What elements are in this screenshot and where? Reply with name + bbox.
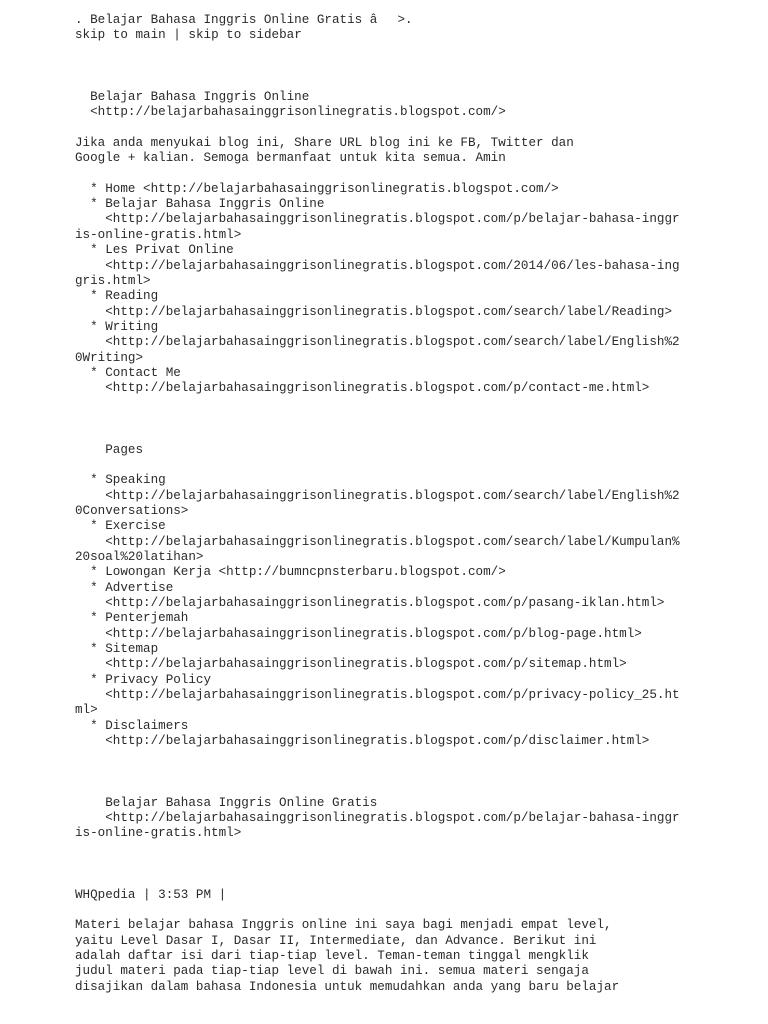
- pages-item-exercise-url-cont[interactable]: 20soal%20latihan>: [75, 550, 204, 565]
- pages-item-penterjemah[interactable]: * Penterjemah: [75, 611, 189, 626]
- skip-separator: |: [165, 28, 189, 43]
- pages-item-advertise-url[interactable]: <http://belajarbahasainggrisonlinegratis.blogspot.com/p/pasang-iklan.html>: [75, 596, 665, 611]
- pages-item-disclaimers-url[interactable]: <http://belajarbahasainggrisonlinegratis.blogspot.com/p/disclaimer.html>: [75, 734, 650, 749]
- pages-item-speaking-url[interactable]: <http://belajarbahasainggrisonlinegratis.blogspot.com/search/label/English%2: [75, 488, 680, 503]
- post-body-line: yaitu Level Dasar I, Dasar II, Intermediate, dan Advance. Berikut ini: [75, 933, 597, 948]
- nav-item-writing-url[interactable]: <http://belajarbahasainggrisonlinegratis.blogspot.com/search/label/English%2: [75, 335, 680, 350]
- pages-item-exercise[interactable]: * Exercise: [75, 519, 166, 534]
- skip-to-main-link[interactable]: skip to main: [75, 28, 166, 43]
- skip-links: [75, 28, 755, 43]
- pages-item-privacy-url-cont[interactable]: ml>: [75, 703, 98, 718]
- skip-to-sidebar-link[interactable]: skip to sidebar: [188, 28, 302, 43]
- pages-item-lowongan[interactable]: * Lowongan Kerja <http://bumncpnsterbaru.blogspot.com/>: [75, 565, 506, 580]
- nav-item-les-privat-url-cont[interactable]: gris.html>: [75, 273, 151, 288]
- pages-item-exercise-url[interactable]: <http://belajarbahasainggrisonlinegratis.blogspot.com/search/label/Kumpulan%: [75, 534, 680, 549]
- pages-menu: [75, 473, 755, 749]
- nav-item-writing-url-cont[interactable]: 0Writing>: [75, 350, 144, 365]
- intro-line: Jika anda menyukai blog ini, Share URL blog ini ke FB, Twitter dan: [75, 135, 574, 150]
- nav-item-belajar-url[interactable]: <http://belajarbahasainggrisonlinegratis.blogspot.com/p/belajar-bahasa-inggr: [75, 212, 680, 227]
- post-body-line: judul materi pada tiap-tiap level di bawah ini. semua materi sengaja: [75, 964, 589, 979]
- post-body-line: Materi belajar bahasa Inggris online ini saya bagi menjadi empat level,: [75, 918, 612, 933]
- post-title-link[interactable]: Belajar Bahasa Inggris Online Gratis: [75, 795, 378, 810]
- pages-item-privacy[interactable]: * Privacy Policy: [75, 672, 212, 687]
- post-body: [75, 918, 755, 995]
- intro-line: Google + kalian. Semoga bermanfaat untuk kita semua. Amin: [75, 151, 506, 166]
- pages-item-penterjemah-url[interactable]: <http://belajarbahasainggrisonlinegratis.blogspot.com/p/blog-page.html>: [75, 626, 642, 641]
- nav-item-les-privat-url[interactable]: <http://belajarbahasainggrisonlinegratis.blogspot.com/2014/06/les-bahasa-ing: [75, 258, 680, 273]
- post-body-line: adalah daftar isi dari tiap-tiap level. Teman-teman tinggal mengklik: [75, 948, 589, 963]
- nav-item-writing[interactable]: * Writing: [75, 319, 159, 334]
- page-title: . Belajar Bahasa Inggris Online Gratis â>.: [75, 13, 413, 27]
- blog-url-link[interactable]: <http://belajarbahasainggrisonlinegratis.blogspot.com/>: [75, 105, 506, 120]
- pages-item-disclaimers[interactable]: * Disclaimers: [75, 718, 189, 733]
- nav-item-les-privat[interactable]: * Les Privat Online: [75, 243, 234, 258]
- post-url-link[interactable]: <http://belajarbahasainggrisonlinegratis.blogspot.com/p/belajar-bahasa-inggr: [75, 810, 680, 825]
- nav-item-reading[interactable]: * Reading: [75, 289, 159, 304]
- nav-item-reading-url[interactable]: <http://belajarbahasainggrisonlinegratis.blogspot.com/search/label/Reading>: [75, 304, 673, 319]
- pages-item-privacy-url[interactable]: <http://belajarbahasainggrisonlinegratis.blogspot.com/p/privacy-policy_25.ht: [75, 688, 680, 703]
- nav-item-contact-url[interactable]: <http://belajarbahasainggrisonlinegratis.blogspot.com/p/contact-me.html>: [75, 381, 650, 396]
- post-meta: WHQpedia | 3:53 PM |: [75, 887, 227, 902]
- page-content: [75, 13, 755, 995]
- pages-item-sitemap-url[interactable]: <http://belajarbahasainggrisonlinegratis.blogspot.com/p/sitemap.html>: [75, 657, 627, 672]
- nav-item-home[interactable]: * Home <http://belajarbahasainggrisonlinegratis.blogspot.com/>: [75, 181, 559, 196]
- pages-item-advertise[interactable]: * Advertise: [75, 580, 174, 595]
- nav-menu: [75, 182, 755, 397]
- blog-name-link[interactable]: Belajar Bahasa Inggris Online: [75, 89, 310, 104]
- nav-item-belajar-url-cont[interactable]: is-online-gratis.html>: [75, 227, 242, 242]
- pages-item-speaking[interactable]: * Speaking: [75, 473, 166, 488]
- post-url-link-cont[interactable]: is-online-gratis.html>: [75, 826, 242, 841]
- pages-heading: Pages: [75, 442, 144, 457]
- post-body-line: disajikan dalam bahasa Indonesia untuk memudahkan anda yang baru belajar: [75, 979, 620, 994]
- pages-item-speaking-url-cont[interactable]: 0Conversations>: [75, 504, 189, 518]
- pages-item-sitemap[interactable]: * Sitemap: [75, 642, 159, 657]
- nav-item-contact[interactable]: * Contact Me: [75, 365, 181, 380]
- nav-item-belajar[interactable]: * Belajar Bahasa Inggris Online: [75, 197, 325, 212]
